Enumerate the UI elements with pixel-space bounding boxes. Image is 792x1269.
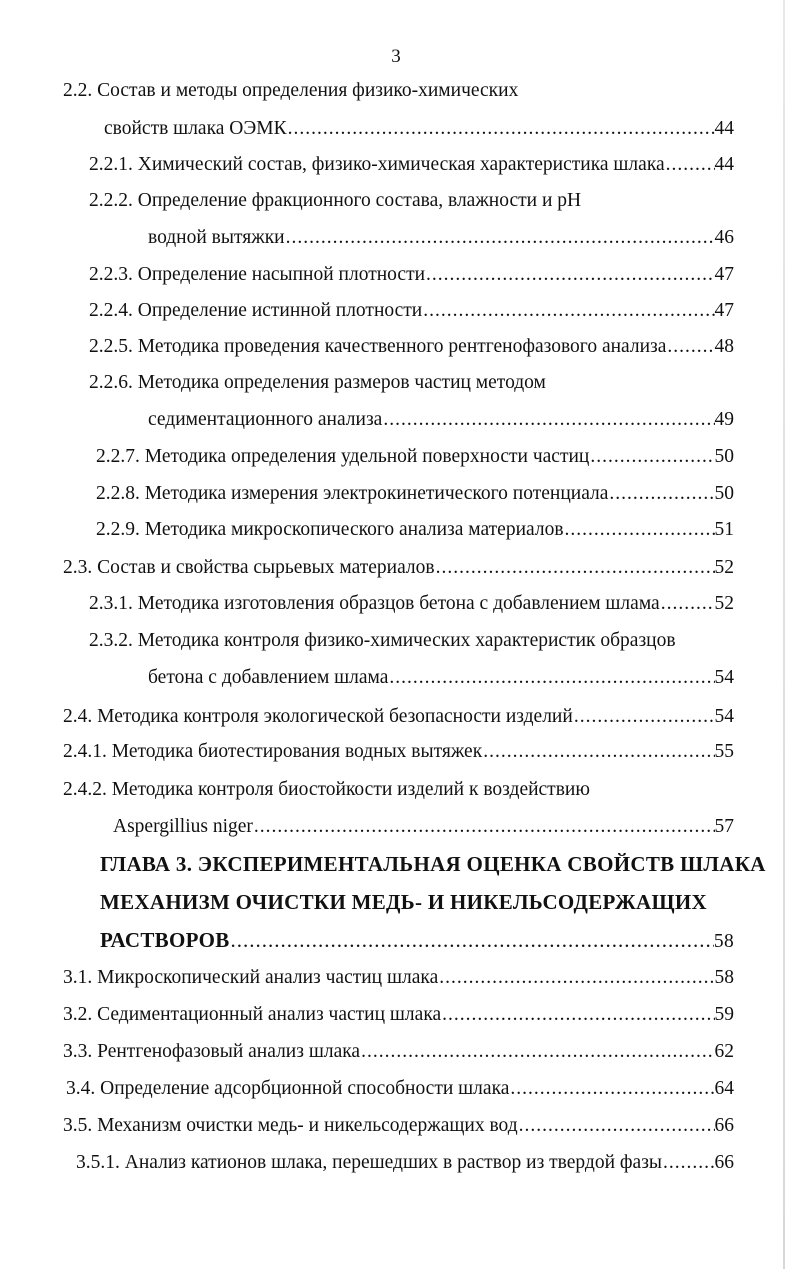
- toc-entry-page: 48: [714, 336, 734, 357]
- toc-entry-page: 50: [714, 446, 734, 467]
- toc-entry-page: 52: [714, 557, 734, 578]
- toc-entry-page: 58: [714, 967, 734, 988]
- toc-entry-title: свойств шлака ОЭМК: [104, 118, 287, 139]
- toc-leader: [660, 591, 715, 617]
- toc-leader: [425, 262, 714, 288]
- toc-entry-title: МЕХАНИЗМ ОЧИСТКИ МЕДЬ- И НИКЕЛЬСОДЕРЖАЩИХ: [100, 890, 707, 914]
- toc-entry-title: 2.4.2. Методика контроля биостойкости изделий к воздействию: [63, 779, 590, 800]
- page-edge-shadow: [783, 0, 785, 1269]
- toc-entry-page: 54: [714, 706, 734, 727]
- toc-entry-page: 57: [714, 816, 734, 837]
- toc-entry-page: 47: [714, 300, 734, 321]
- toc-entry-title: 2.3.1. Методика изготовления образцов бетона с добавлением шлама: [89, 593, 660, 614]
- toc-entry-title: Aspergillius niger: [113, 816, 253, 837]
- toc-entry[interactable]: [76, 1150, 734, 1176]
- toc-entry[interactable]: [96, 481, 734, 507]
- toc-leader: [253, 814, 715, 840]
- toc-entry[interactable]: [113, 814, 734, 840]
- toc-leader: [382, 407, 714, 433]
- toc-entry[interactable]: [148, 225, 734, 251]
- chapter-heading[interactable]: [100, 925, 734, 955]
- toc-entry-page: 58: [713, 931, 734, 952]
- toc-entry-title: 2.4.1. Методика биотестирования водных вытяжек: [63, 741, 483, 762]
- toc-leader: [287, 116, 715, 142]
- toc-entry-title: 2.2.8. Методика измерения электрокинетического потенциала: [96, 483, 609, 504]
- toc-entry-page: 54: [714, 667, 734, 688]
- toc-entry[interactable]: [148, 665, 734, 691]
- toc-entry-title: седиментационного анализа: [148, 409, 383, 430]
- toc-entry-title: 3.5. Механизм очистки медь- и никельсодержащих вод: [63, 1115, 518, 1136]
- toc-entry-page: 46: [714, 227, 734, 248]
- toc-entry-page: 44: [714, 154, 734, 175]
- toc-entry[interactable]: [89, 298, 734, 324]
- toc-entry[interactable]: [63, 555, 734, 581]
- toc-leader: [573, 704, 715, 730]
- toc-entry-title: 3.5.1. Анализ катионов шлака, перешедших в раствор из твердой фазы: [76, 1152, 662, 1173]
- toc-entry-title: бетона с добавлением шлама: [148, 667, 389, 688]
- chapter-heading[interactable]: [100, 887, 707, 917]
- toc-leader: [441, 1002, 714, 1028]
- toc-entry-title: 2.2.1. Химический состав, физико-химическая характеристика шлака: [89, 154, 665, 175]
- toc-entry[interactable]: [63, 965, 734, 991]
- toc-leader: [608, 481, 714, 507]
- toc-entry-page: 55: [714, 741, 734, 762]
- toc-entry-page: 50: [714, 483, 734, 504]
- toc-entry-page: 51: [714, 519, 734, 540]
- chapter-heading[interactable]: [100, 849, 766, 879]
- toc-entry-title: 2.4. Методика контроля экологической безопасности изделий: [63, 706, 573, 727]
- toc-entry-page: 66: [714, 1152, 734, 1173]
- toc-leader: [518, 1113, 715, 1139]
- toc-leader: [589, 444, 714, 470]
- toc-entry[interactable]: [89, 628, 676, 654]
- toc-entry[interactable]: [63, 78, 518, 104]
- toc-entry[interactable]: [63, 777, 590, 803]
- toc-entry-title: ГЛАВА 3. ЭКСПЕРИМЕНТАЛЬНАЯ ОЦЕНКА СВОЙСТВ ШЛАКА: [100, 852, 766, 876]
- toc-entry-title: 2.2.6. Методика определения размеров частиц методом: [89, 372, 546, 393]
- toc-entry[interactable]: [63, 739, 734, 765]
- toc-entry-title: 2.2.2. Определение фракционного состава, влажности и pH: [89, 190, 582, 211]
- toc-entry[interactable]: [63, 704, 734, 730]
- toc-leader: [564, 517, 715, 543]
- toc-entry-title: 2.2.3. Определение насыпной плотности: [89, 264, 426, 285]
- toc-entry-page: 66: [714, 1115, 734, 1136]
- toc-entry-title: 2.2.5. Методика проведения качественного рентгенофазового анализа: [89, 336, 667, 357]
- toc-leader: [482, 739, 714, 765]
- toc-entry-page: 49: [714, 409, 734, 430]
- toc-entry[interactable]: [63, 1039, 734, 1065]
- toc-entry-page: 44: [714, 118, 734, 139]
- toc-entry-title: 3.4. Определение адсорбционной способности шлака: [66, 1078, 510, 1099]
- toc-entry[interactable]: [63, 1002, 734, 1028]
- toc-leader: [360, 1039, 714, 1065]
- toc-leader: [665, 152, 715, 178]
- toc-entry[interactable]: [66, 1076, 734, 1102]
- toc-leader: [666, 334, 714, 360]
- toc-entry[interactable]: [89, 370, 546, 396]
- toc-entry[interactable]: [89, 188, 581, 214]
- toc-entry-title: 3.2. Седиментационный анализ частиц шлака: [63, 1004, 442, 1025]
- toc-leader: [435, 555, 715, 581]
- toc-entry-title: 2.3. Состав и свойства сырьевых материалов: [63, 557, 435, 578]
- toc-entry[interactable]: [89, 152, 734, 178]
- toc-entry-title: водной вытяжки: [148, 227, 285, 248]
- toc-entry[interactable]: [63, 1113, 734, 1139]
- toc-entry-page: 64: [714, 1078, 734, 1099]
- toc-entry-page: 52: [714, 593, 734, 614]
- toc-entry-page: 47: [714, 264, 734, 285]
- toc-entry[interactable]: [89, 591, 734, 617]
- toc-entry[interactable]: [104, 116, 734, 142]
- toc-entry-title: 2.2. Состав и методы определения физико-химических: [63, 80, 519, 101]
- toc-entry[interactable]: [148, 407, 734, 433]
- toc-leader: [422, 298, 714, 324]
- toc-entry-title: РАСТВОРОВ: [100, 928, 230, 952]
- toc-leader: [662, 1150, 715, 1176]
- toc-leader: [285, 225, 715, 251]
- toc-leader: [388, 665, 714, 691]
- toc-entry-title: 2.3.2. Методика контроля физико-химических характеристик образцов: [89, 630, 676, 651]
- toc-leader: [230, 925, 714, 955]
- toc-entry[interactable]: [96, 444, 734, 470]
- toc-entry[interactable]: [96, 517, 734, 543]
- toc-entry-title: 3.1. Микроскопический анализ частиц шлака: [63, 967, 439, 988]
- toc-entry-title: 2.2.7. Методика определения удельной поверхности частиц: [96, 446, 590, 467]
- toc-entry[interactable]: [89, 334, 734, 360]
- toc-entry-page: 62: [714, 1041, 734, 1062]
- page-number: 3: [391, 46, 401, 67]
- toc-entry[interactable]: [89, 262, 734, 288]
- toc-entry-title: 3.3. Рентгенофазовый анализ шлака: [63, 1041, 361, 1062]
- toc-entry-title: 2.2.9. Методика микроскопического анализа материалов: [96, 519, 564, 540]
- toc-leader: [438, 965, 714, 991]
- toc-entry-title: 2.2.4. Определение истинной плотности: [89, 300, 423, 321]
- toc-entry-page: 59: [714, 1004, 734, 1025]
- toc-leader: [509, 1076, 714, 1102]
